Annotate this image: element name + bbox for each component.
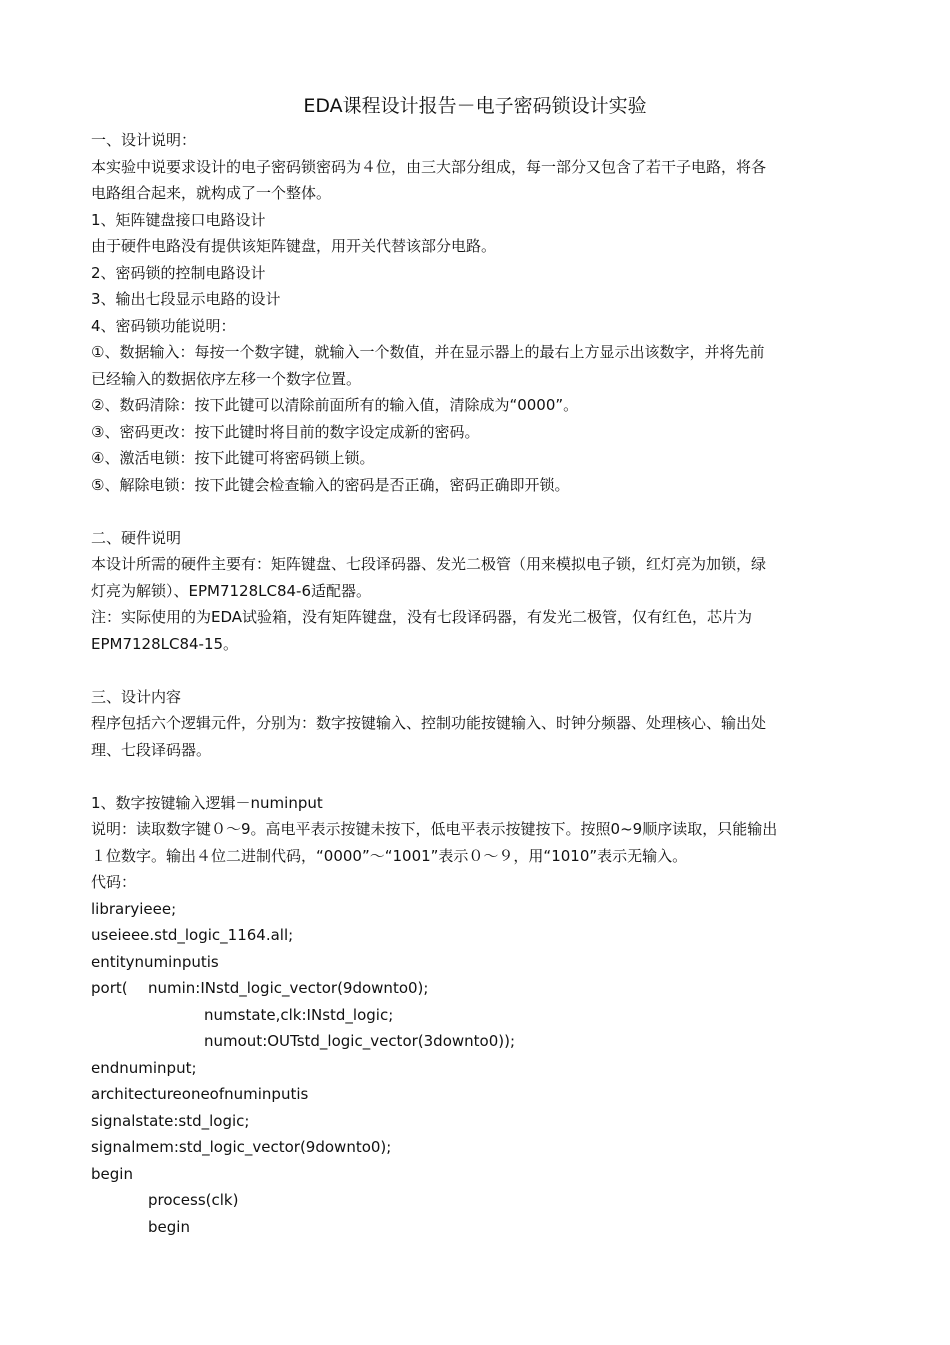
code-line: entitynuminputis xyxy=(91,952,219,971)
document-body xyxy=(91,127,861,1240)
section2-heading: 二、硬件说明 xyxy=(91,528,182,547)
code-line: numout:OUTstd_logic_vector(3downto0)); xyxy=(204,1032,516,1050)
function4: ④、激活电锁：按下此键可将密码锁上锁。 xyxy=(91,449,375,467)
item2-heading: 2、密码锁的控制电路设计 xyxy=(91,263,266,282)
section3-heading: 三、设计内容 xyxy=(91,687,182,706)
section1-intro-line1: 本实验中说要求设计的电子密码锁密码为４位，由三大部分组成，每一部分又包含了若干子电路，将各 xyxy=(91,157,767,176)
section1-heading: 一、设计说明： xyxy=(91,131,197,149)
spacer xyxy=(91,657,861,684)
function1-line2: 已经输入的数据依序左移一个数字位置。 xyxy=(91,369,362,388)
code-line: numstate,clk:INstd_logic; xyxy=(204,1005,394,1024)
code-line: begin xyxy=(91,1164,133,1183)
code-label: 代码： xyxy=(91,873,137,891)
code-port-numin: numin:INstd_logic_vector(9downto0); xyxy=(148,979,429,997)
document-title: EDA课程设计报告－电子密码锁设计实验 xyxy=(303,95,647,117)
subsection1-desc-line1: 说明：读取数字键０～9。高电平表示按键未按下，低电平表示按键按下。按照0~9顺序读取，只能输出 xyxy=(91,820,778,838)
code-line: useieee.std_logic_1164.all; xyxy=(91,926,294,944)
code-line: begin xyxy=(148,1217,190,1236)
code-line: endnuminput; xyxy=(91,1058,197,1077)
spacer xyxy=(91,763,861,790)
code-line: signalmem:std_logic_vector(9downto0); xyxy=(91,1138,392,1156)
section2-note-line1: 注：实际使用的为EDA试验箱，没有矩阵键盘，没有七段译码器，有发光二极管，仅有红色，芯片为 xyxy=(91,608,753,626)
item4-heading: 4、密码锁功能说明： xyxy=(91,316,236,335)
function5: ⑤、解除电锁：按下此键会检查输入的密码是否正确，密码正确即开锁。 xyxy=(91,475,570,494)
item1-description: 由于硬件电路没有提供该矩阵键盘，用开关代替该部分电路。 xyxy=(91,237,497,255)
section2-para-line1: 本设计所需的硬件主要有：矩阵键盘、七段译码器、发光二极管（用来模拟电子锁，红灯亮为加锁，绿 xyxy=(91,555,767,573)
code-line: process(clk) xyxy=(148,1191,239,1209)
section3-para-line2: 理、七段译码器。 xyxy=(91,740,212,759)
function2: ②、数码清除：按下此键可以清除前面所有的输入值，清除成为“0000”。 xyxy=(91,396,579,414)
code-line: architectureoneofnuminputis xyxy=(91,1085,309,1103)
code-port-keyword: port( xyxy=(91,979,128,997)
code-line-port xyxy=(91,975,861,1002)
spacer xyxy=(91,498,861,525)
code-line: libraryieee; xyxy=(91,899,177,918)
item1-heading: 1、矩阵键盘接口电路设计 xyxy=(91,210,266,229)
section1-intro-line2: 电路组合起来，就构成了一个整体。 xyxy=(91,184,332,202)
code-line: signalstate:std_logic; xyxy=(91,1111,250,1130)
section2-note-line2: EPM7128LC84-15。 xyxy=(91,634,239,653)
section2-para-line2: 灯亮为解锁）、EPM7128LC84-6适配器。 xyxy=(91,581,372,600)
item3-heading: 3、输出七段显示电路的设计 xyxy=(91,290,281,308)
function1-line1: ①、数据输入：每按一个数字键，就输入一个数值，并在显示器上的最右上方显示出该数字，并将先前 xyxy=(91,343,765,361)
function3: ③、密码更改：按下此键时将目前的数字设定成新的密码。 xyxy=(91,422,480,441)
subsection1-heading: 1、数字按键输入逻辑－numinput xyxy=(91,793,323,812)
section3-para-line1: 程序包括六个逻辑元件，分别为：数字按键输入、控制功能按键输入、时钟分频器、处理核心、输出处 xyxy=(91,714,767,732)
subsection1-desc-line2: １位数字。输出４位二进制代码，“0000”～“1001”表示０～９，用“1010”表示无输入。 xyxy=(91,846,688,865)
